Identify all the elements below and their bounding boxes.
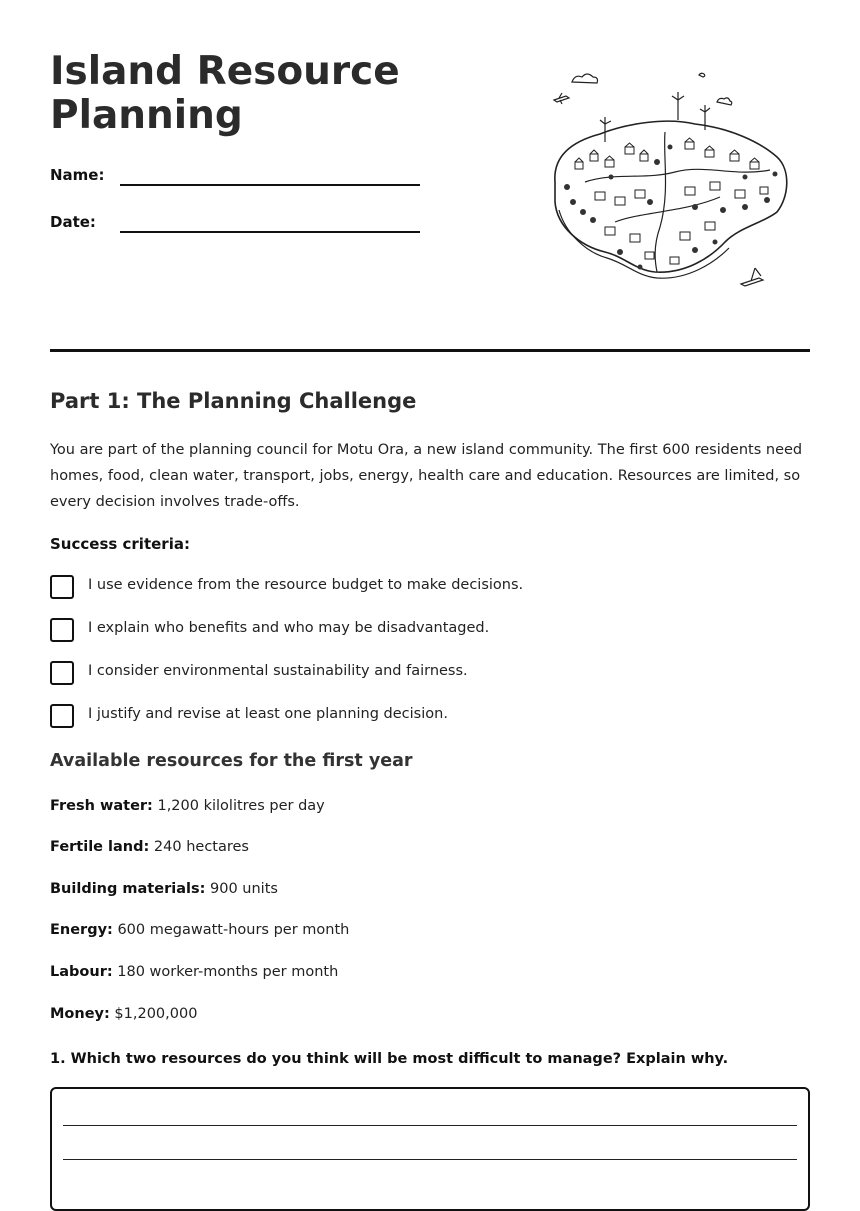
answer-box-question-1[interactable] [50, 1087, 810, 1211]
resource-name: Building materials: [50, 881, 206, 897]
intro-paragraph: You are part of the planning council for Motu Ora, a new island community. The first 600 residents need homes, food, clean water, transport, jobs, energy, health care and education. Resources are limited, so every decision involves trade-offs. [50, 442, 803, 510]
success-criterion-3[interactable] [50, 661, 750, 687]
success-criterion-1[interactable] [50, 575, 750, 601]
island-map-illustration-icon [545, 62, 795, 292]
date-field[interactable] [50, 213, 420, 243]
resource-value: 1,200 kilolitres per day [152, 798, 325, 814]
checkbox[interactable] [50, 704, 74, 728]
success-criterion-2[interactable] [50, 618, 750, 644]
resource-value: 180 worker-months per month [112, 964, 339, 980]
criterion-text: I explain who benefits and who may be disadvantaged. [88, 620, 490, 636]
resource-labour [50, 964, 338, 980]
criterion-text: I use evidence from the resource budget to make decisions. [88, 577, 524, 593]
name-label: Name: [50, 166, 105, 184]
resource-name: Energy: [50, 922, 113, 938]
resource-fresh-water [50, 798, 325, 814]
resource-building-materials [50, 881, 278, 897]
resource-energy [50, 922, 349, 938]
resource-money [50, 1006, 197, 1022]
answer-line[interactable] [63, 1125, 797, 1126]
checkbox[interactable] [50, 618, 74, 642]
criterion-text: I consider environmental sustainability and fairness. [88, 663, 468, 679]
resource-name: Labour: [50, 964, 113, 980]
resource-name: Money: [50, 1006, 110, 1022]
answer-line[interactable] [63, 1159, 797, 1160]
resource-value: 240 hectares [149, 839, 249, 855]
question-1: 1. Which two resources do you think will be most difficult to manage? Explain why. [50, 1051, 729, 1067]
date-label: Date: [50, 213, 96, 231]
resource-value: 600 megawatt-hours per month [112, 922, 350, 938]
page-title: Island Resource Planning [50, 49, 400, 138]
checkbox[interactable] [50, 661, 74, 685]
name-field[interactable] [50, 166, 420, 196]
checkbox[interactable] [50, 575, 74, 599]
date-line[interactable] [120, 231, 420, 233]
resource-value: 900 units [205, 881, 278, 897]
resource-name: Fertile land: [50, 839, 150, 855]
resources-heading: Available resources for the first year [50, 751, 413, 771]
success-criteria-label: Success criteria: [50, 535, 190, 553]
part1-heading: Part 1: The Planning Challenge [50, 389, 417, 413]
resource-name: Fresh water: [50, 798, 153, 814]
success-criterion-4[interactable] [50, 704, 750, 730]
name-line[interactable] [120, 184, 420, 186]
criterion-text: I justify and revise at least one planning decision. [88, 706, 448, 722]
header-divider [50, 349, 810, 352]
resource-fertile-land [50, 839, 249, 855]
worksheet-page [50, 0, 810, 1161]
resource-value: $1,200,000 [109, 1006, 198, 1022]
